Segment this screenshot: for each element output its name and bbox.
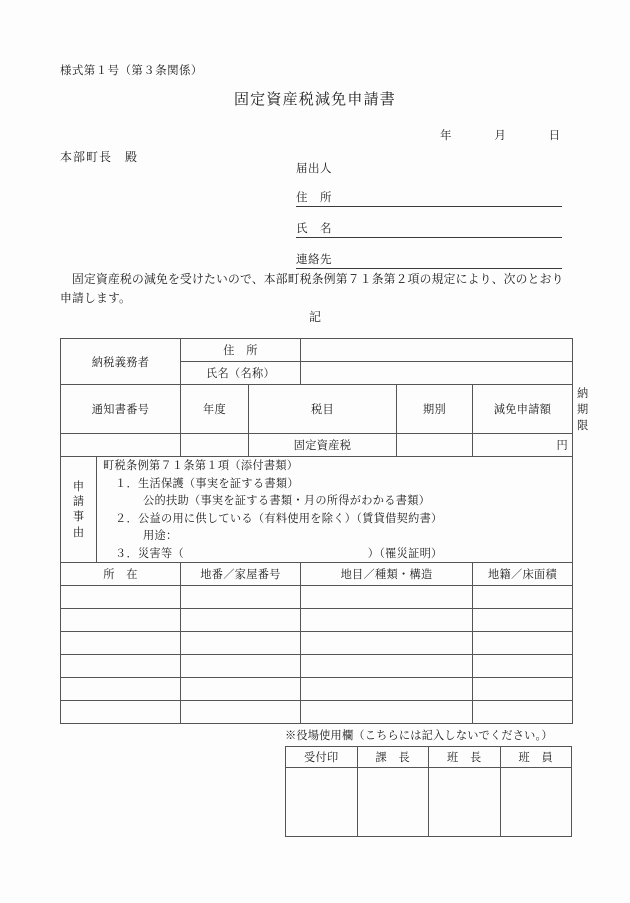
value-tax-item: 固定資産税 bbox=[249, 434, 397, 457]
property-cell-lot-number[interactable] bbox=[181, 609, 301, 632]
property-cell-lot-number[interactable] bbox=[181, 586, 301, 609]
taxpayer-name-value[interactable] bbox=[301, 362, 573, 385]
tax-table-value-row bbox=[61, 434, 573, 457]
value-reduction-amount[interactable]: 円 bbox=[473, 434, 573, 457]
office-cell-team-leader[interactable] bbox=[429, 768, 501, 837]
applicant-heading: 届出人 bbox=[296, 161, 332, 175]
tax-table-header-row: 通知書番号 年度 税目 期別 減免申請額 納期限 bbox=[61, 385, 573, 434]
value-notice-number[interactable] bbox=[61, 434, 181, 457]
property-cell-location[interactable] bbox=[61, 586, 181, 609]
property-cell-location[interactable] bbox=[61, 609, 181, 632]
applicant-name-row[interactable] bbox=[296, 220, 562, 238]
form-number: 様式第１号（第３条関係） bbox=[60, 63, 203, 77]
reason-item-3[interactable]: ３．災害等（ ）（罹災証明） bbox=[115, 546, 443, 560]
property-cell-lot-number[interactable] bbox=[181, 655, 301, 678]
property-cell-location[interactable] bbox=[61, 701, 181, 724]
taxpayer-name-label: 氏名（名称） bbox=[181, 362, 301, 385]
office-header-team-leader: 班 長 bbox=[429, 747, 501, 768]
reason-section-row bbox=[61, 457, 573, 563]
reason-item-1[interactable]: １．生活保護（事実を証する書類） bbox=[115, 476, 299, 490]
reason-content bbox=[97, 457, 573, 563]
property-cell-lot-number[interactable] bbox=[181, 701, 301, 724]
property-cell-area[interactable] bbox=[473, 655, 573, 678]
body-line-1: 固定資産税の減免を受けたいので、本部町税条例第７１条第２項の規定により、次のとおり bbox=[72, 272, 564, 286]
property-table-row bbox=[61, 701, 573, 724]
property-header-lot-number: 地番／家屋番号 bbox=[181, 563, 301, 586]
taxpayer-address-row bbox=[61, 339, 573, 362]
property-cell-lot-number[interactable] bbox=[181, 678, 301, 701]
reason-item-1-sub[interactable]: 公的扶助（事実を証する書類・月の所得がわかる書類） bbox=[143, 494, 431, 507]
property-cell-area[interactable] bbox=[473, 609, 573, 632]
property-header-location: 所 在 bbox=[61, 563, 181, 586]
property-table-row bbox=[61, 632, 573, 655]
property-cell-area[interactable] bbox=[473, 701, 573, 724]
property-table-row bbox=[61, 655, 573, 678]
property-cell-location[interactable] bbox=[61, 632, 181, 655]
main-form-table bbox=[60, 338, 589, 724]
applicant-address-label: 住 所 bbox=[296, 190, 332, 204]
property-table-row bbox=[61, 678, 573, 701]
reason-side-char-1: 申 bbox=[72, 479, 85, 493]
office-header-team-member: 班 員 bbox=[500, 747, 572, 768]
office-cell-receipt-stamp[interactable] bbox=[286, 768, 358, 837]
taxpayer-address-value[interactable] bbox=[301, 339, 573, 362]
office-use-note: ※役場使用欄（こちらには記入しないでください。） bbox=[285, 729, 553, 742]
date-month-label: 月 bbox=[494, 128, 507, 142]
property-cell-category[interactable] bbox=[301, 678, 473, 701]
reason-side-char-2: 請 bbox=[72, 495, 85, 508]
reason-item-2-usage[interactable]: 用途： bbox=[143, 529, 178, 542]
office-cell-team-member[interactable] bbox=[500, 768, 572, 837]
applicant-contact-label: 連絡先 bbox=[296, 252, 332, 266]
office-header-section-chief: 課 長 bbox=[357, 747, 429, 768]
header-reduction-amount: 減免申請額 bbox=[473, 385, 573, 434]
property-cell-area[interactable] bbox=[473, 678, 573, 701]
applicant-name-label: 氏 名 bbox=[296, 221, 332, 235]
property-table-row bbox=[61, 586, 573, 609]
office-cell-section-chief[interactable] bbox=[357, 768, 429, 837]
header-notice-number: 通知書番号 bbox=[61, 385, 181, 434]
property-cell-area[interactable] bbox=[473, 586, 573, 609]
property-cell-category[interactable] bbox=[301, 632, 473, 655]
property-table-row bbox=[61, 609, 573, 632]
reason-side-label bbox=[61, 457, 97, 563]
property-header-category: 地目／種類・構造 bbox=[301, 563, 473, 586]
office-header-row bbox=[286, 747, 572, 768]
applicant-address-row[interactable] bbox=[296, 189, 562, 207]
property-table-header-row bbox=[61, 563, 573, 586]
office-use-table bbox=[285, 746, 572, 837]
date-year-label: 年 bbox=[440, 128, 452, 142]
property-cell-location[interactable] bbox=[61, 678, 181, 701]
reason-side-char-4: 由 bbox=[72, 525, 85, 539]
property-cell-category[interactable] bbox=[301, 609, 473, 632]
property-cell-category[interactable] bbox=[301, 586, 473, 609]
reason-heading: 町税条例第７１条第１項（添付書類） bbox=[103, 459, 299, 472]
property-cell-location[interactable] bbox=[61, 655, 181, 678]
property-cell-area[interactable] bbox=[473, 632, 573, 655]
applicant-block bbox=[296, 160, 562, 269]
property-cell-lot-number[interactable] bbox=[181, 632, 301, 655]
header-fiscal-year: 年度 bbox=[181, 385, 249, 434]
body-paragraph bbox=[60, 270, 572, 308]
taxpayer-label: 納税義務者 bbox=[61, 339, 181, 385]
date-day-label: 日 bbox=[548, 128, 561, 142]
ki-mark: 記 bbox=[308, 310, 321, 324]
header-tax-item: 税目 bbox=[249, 385, 397, 434]
reason-side-char-3: 事 bbox=[72, 510, 85, 524]
value-fiscal-year[interactable] bbox=[181, 434, 249, 457]
office-header-receipt-stamp: 受付印 bbox=[286, 747, 358, 768]
header-period: 期別 bbox=[397, 385, 473, 434]
addressee: 本部町長 殿 bbox=[60, 150, 139, 164]
reason-item-2[interactable]: ２．公益の用に供している（有料使用を除く）（賃貸借契約書） bbox=[115, 511, 443, 525]
office-value-row bbox=[286, 768, 572, 837]
body-line-2: 申請します。 bbox=[60, 291, 132, 305]
page-title: 固定資産税減免申請書 bbox=[233, 90, 396, 108]
taxpayer-address-label: 住 所 bbox=[181, 339, 301, 362]
date-line bbox=[440, 127, 561, 143]
value-period[interactable] bbox=[397, 434, 473, 457]
property-cell-category[interactable] bbox=[301, 655, 473, 678]
applicant-contact-row[interactable] bbox=[296, 251, 562, 269]
property-header-area: 地籍／床面積 bbox=[473, 563, 573, 586]
property-cell-category[interactable] bbox=[301, 701, 473, 724]
